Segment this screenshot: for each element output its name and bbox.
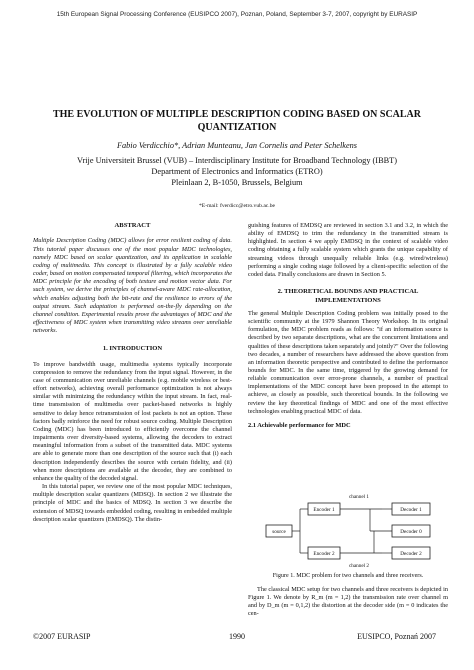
encoder-2-label: Encoder 2 [313, 551, 335, 557]
decoder-1-label: Decoder 1 [400, 507, 422, 513]
body-paragraph: guishing features of EMDSQ are reviewed in section 3.1 and 3.2, in which the ability of EMDSQ to trim the redundancy in the transmitted stream is highlighted. In section 4 we apply EMDSQ in the context of scalable video coding obtaining a fully scalable system which grants the unique capability of streaming videos through unequally reliable links (e.g. wired/wireless) performing a single coding stage followed by a client-specific selection of the coded data. Finally conclusions are drawn in Section 5. [248, 222, 448, 278]
encoder-1-label: Encoder 1 [313, 507, 335, 513]
introduction-paragraph: To improve bandwidth usage, multimedia systems typically incorporate compression to remove the redundancy from the input signal. However, in the case of communication over unreliable channels (e.g. mobile wireless or best-effort networks), achieving overall performance optimization is not always similar with minimizing the redundancy within the input stream. In fact, real-time transmission of multimedia over packet-based networks is highly sensitive to delay hence retransmission of lost packets is not an option. These factors badly reinforce the need for robust source coding. Multiple Description Coding (MDC) has been introduced to efficiently overcome the channel impairments over diversity-based systems, allowing the decoders to extract meaningful information from a subset of the transmitted data. MDC systems are able to generate more than one description of the source such that (i) each description independently describes the source with certain fidelity, and (ii) when more descriptions are available at the decoder, they are combined to enhance the quality of the decoded signal. [33, 360, 232, 482]
title-line-1: THE EVOLUTION OF MULTIPLE DESCRIPTION CODING BASED ON SCALAR [52, 109, 421, 120]
decoder-2-label: Decoder 2 [400, 551, 422, 557]
title-line-2: QUANTIZATION [197, 122, 277, 133]
abstract-text: Multiple Description Coding (MDC) allows for error resilient coding of data. This tutorial paper discusses one of the most popular MDC technologies, namely MDC based on scalar quantization, and its application in scalable coding of multimedia. This concept is illustrated by a fully scalable video coder, based on motion compensated temporal filtering, which incorporates the MDC principle for the encoding of both texture and motion vector data. For such system, we derive the principles of channel-aware MDC rate-allocation, which enables adjusting both the bit-rate and the resilience to errors of the output stream. Such adaptation is performed on-the-fly depending on the channel condition. Experimental results prove the advantages of MDC and the effectiveness of MDC system when transmitting video streams over unreliable networks. [33, 237, 232, 335]
section-2-heading-line: 2. THEORETICAL BOUNDS AND PRACTICAL [277, 288, 419, 296]
body-paragraph: The classical MDC setup for two channels and three receivers is depicted in Figure 1. We denote by R_m (m = 1,2) the transmission rate over channel m and by D_m (m = 0,1,2) the distortion at the decoder side (m = 0 indicates the cen- [248, 586, 448, 618]
affiliation [0, 155, 474, 188]
subsection-2-1-heading: 2.1 Achievable performance for MDC [248, 421, 351, 429]
authors: Fabio Verdicchio*, Adrian Munteanu, Jan Cornelis and Peter Schelkens [116, 141, 358, 150]
footer-conference: EUSIPCO, Poznań 2007 [357, 632, 436, 641]
right-column-continued [248, 586, 448, 619]
author-email: *E-mail: fverdicc@etro.vub.ac.be [199, 203, 275, 209]
section-2-heading-line: IMPLEMENTATIONS [315, 296, 381, 304]
figure-caption: Figure 1. MDC problem for two channels and three receivers. [272, 573, 424, 579]
channel-2-label: channel 2 [348, 563, 370, 569]
page-number: 1990 [229, 632, 245, 641]
affiliation-line: Pleinlaan 2, B-1050, Brussels, Belgium [171, 178, 303, 187]
introduction-paragraph: In this tutorial paper, we review one of the most popular MDC techniques, multiple description scalar quantizers (MDSQ). In section 2 we illustrate the principle of MDC and the basics of MDSQ. In section 3 we describe the extension of MDSQ towards embedded coding, resulting in embedded multiple description scalar quantizers (EMDSQ). The distin- [33, 483, 232, 523]
paper-title [40, 108, 434, 134]
conference-header: 15th European Signal Processing Conference (EUSIPCO 2007), Poznan, Poland, September 3-7, 2007, copyright by EURASIP [56, 11, 418, 18]
left-column [33, 222, 232, 524]
introduction-heading: 1. INTRODUCTION [102, 345, 163, 353]
affiliation-line: Department of Electronics and Informatics (ETRO) [151, 167, 323, 176]
mdc-figure [264, 491, 434, 569]
source-label: source [272, 529, 286, 535]
abstract [33, 237, 232, 335]
abstract-heading: ABSTRACT [114, 222, 151, 229]
footer-copyright: ©2007 EURASIP [33, 632, 91, 641]
channel-1-label: channel 1 [348, 494, 370, 500]
affiliation-line: Vrije Universiteit Brussel (VUB) – Interdisciplinary Institute for Broadband Technology (IBBT) [77, 156, 397, 165]
decoder-0-label: Decoder 0 [400, 529, 422, 535]
right-column [248, 222, 448, 434]
section-2-heading [248, 288, 448, 305]
body-paragraph: The general Multiple Description Coding problem was initially posed to the scientific community at the 1979 Shannon Theory Workshop. In its original formulation, the MDC problem reads as follows: "if an information source is described by two separate descriptions, what are the concurrent limitations and qualities of these descriptions taken separately and jointly?" Over the following two decades, a number of researchers have addressed the above question from an information theoretic perspective and contributed to define the performance bounds for MDC. In the same time, triggered by the growing demand for reliable communication over error-prone channels, a number of practical implementations of the MDC concept have been proposed in the attempt to achieve, as closely as possible, such theoretical bounds. In the following we review the key theoretical findings of MDC and one of the most effective technologies enabling practical MDC of data. [248, 309, 448, 415]
